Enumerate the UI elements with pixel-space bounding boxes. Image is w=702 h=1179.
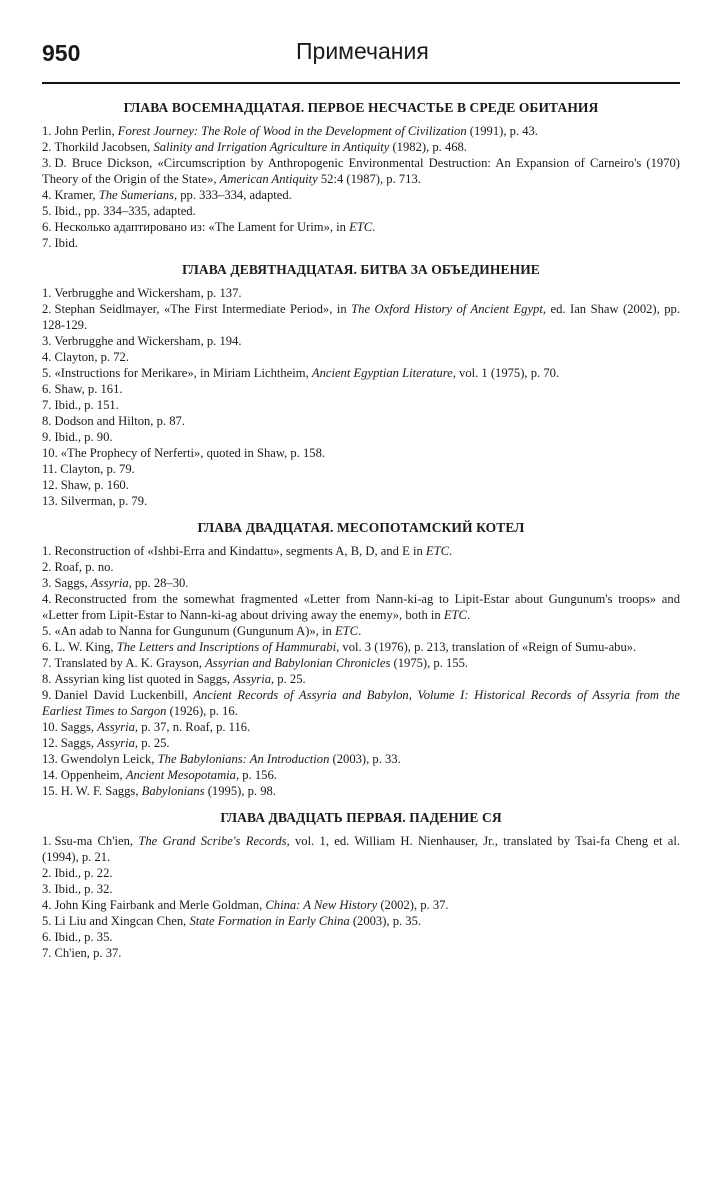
note-item	[42, 897, 680, 913]
note-number: 2.	[42, 560, 52, 574]
note-text: , vol. 1 (1975), p. 70.	[452, 366, 560, 380]
note-work-title: Assyria	[97, 736, 135, 750]
note-work-title: Ancient Records of Assyria and Babylon, Volume I: Historical Records of Assyria from the Earliest Times to Sargon	[42, 688, 680, 718]
note-text: (1991), p. 43.	[466, 124, 538, 138]
running-title: Примечания	[296, 38, 429, 64]
note-item	[42, 139, 680, 155]
note-work-title: ETC	[334, 624, 359, 638]
chapter-section	[42, 100, 680, 251]
note-work-title: State Formation in Early China	[189, 914, 350, 928]
note-item	[42, 429, 680, 445]
note-text: (1975), p. 155.	[390, 656, 469, 670]
note-number: 1.	[42, 834, 52, 848]
note-text: Li Liu and Xingcan Chen,	[54, 914, 190, 928]
note-text: Gwendolyn Leick,	[60, 752, 158, 766]
note-number: 2.	[42, 302, 52, 316]
note-item	[42, 543, 680, 559]
note-text: Ibid.	[54, 236, 78, 250]
note-number: 3.	[42, 576, 52, 590]
note-number: 5.	[42, 204, 52, 218]
note-work-title: The Letters and Inscriptions of Hammurabi	[116, 640, 337, 654]
note-number: 5.	[42, 914, 52, 928]
note-text: .	[372, 220, 376, 234]
note-number: 6.	[42, 220, 52, 234]
note-text: D. Bruce Dickson, «Circumscription by Anthropogenic Environmental Destruction: An Expansion of Carneiro's (1970) Theory of the Origin of the State»,	[42, 156, 680, 186]
chapter-title: ГЛАВА ДВАДЦАТАЯ. МЕСОПОТАМСКИЙ КОТЕЛ	[197, 520, 525, 535]
note-text: Ibid., pp. 334–335, adapted.	[54, 204, 196, 218]
chapter-title: ГЛАВА ДЕВЯТНАДЦАТАЯ. БИТВА ЗА ОБЪЕДИНЕНИЕ	[182, 262, 540, 277]
note-item	[42, 397, 680, 413]
notes-list	[42, 285, 680, 509]
note-number: 3.	[42, 882, 52, 896]
page-number: 950	[42, 40, 81, 66]
note-text: Daniel David Luckenbill,	[54, 688, 194, 702]
note-number: 7.	[42, 236, 52, 250]
note-text: .	[358, 624, 362, 638]
note-text: , pp. 28–30.	[128, 576, 189, 590]
note-item	[42, 639, 680, 655]
note-text: Ssu-ma Ch'ien,	[54, 834, 139, 848]
note-work-title: ETC	[425, 544, 450, 558]
note-item	[42, 155, 680, 187]
note-number: 12.	[42, 478, 58, 492]
note-text: Ibid., p. 35.	[54, 930, 113, 944]
note-work-title: Assyria	[97, 720, 135, 734]
note-text: Reconstructed from the somewhat fragmented «Letter from Nann-ki-ag to Lipit-Estar about Gungunum's troops» and «Letter from Lipit-Estar to Nann-ki-ag about driving away the enemy», both in	[42, 592, 680, 622]
note-text: Saggs,	[60, 736, 98, 750]
note-text: L. W. King,	[54, 640, 117, 654]
note-item	[42, 655, 680, 671]
note-work-title: Forest Journey: The Role of Wood in the Development of Civilization	[117, 124, 467, 138]
chapter-section	[42, 810, 680, 961]
note-work-title: The Oxford History of Ancient Egypt	[351, 302, 543, 316]
note-text: Verbrugghe and Wickersham, p. 194.	[54, 334, 242, 348]
notes-list	[42, 543, 680, 799]
note-item	[42, 687, 680, 719]
note-number: 9.	[42, 688, 52, 702]
note-item	[42, 203, 680, 219]
note-text: , pp. 333–334, adapted.	[173, 188, 292, 202]
note-text: John Perlin,	[54, 124, 118, 138]
note-text: (2003), p. 33.	[329, 752, 401, 766]
note-item	[42, 365, 680, 381]
note-item	[42, 913, 680, 929]
note-text: «Instructions for Merikare», in Miriam Lichtheim,	[54, 366, 312, 380]
note-text: Ch'ien, p. 37.	[54, 946, 122, 960]
note-item	[42, 623, 680, 639]
note-item	[42, 493, 680, 509]
note-text: Reconstruction of «Ishbi-Erra and Kindattu», segments A, B, D, and E in	[54, 544, 426, 558]
note-text: Ibid., p. 32.	[54, 882, 113, 896]
note-text: (1926), p. 16.	[166, 704, 238, 718]
note-item	[42, 285, 680, 301]
note-number: 5.	[42, 624, 52, 638]
note-text: , p. 37, n. Roaf, p. 116.	[134, 720, 251, 734]
note-item	[42, 881, 680, 897]
note-number: 4.	[42, 350, 52, 364]
note-item	[42, 865, 680, 881]
note-text: Kramer,	[54, 188, 99, 202]
note-item	[42, 591, 680, 623]
notes-content	[42, 100, 680, 972]
note-text: , p. 156.	[235, 768, 277, 782]
chapter-title: ГЛАВА ВОСЕМНАДЦАТАЯ. ПЕРВОЕ НЕСЧАСТЬЕ В СРЕДЕ ОБИТАНИЯ	[123, 100, 599, 115]
note-item	[42, 477, 680, 493]
note-item	[42, 929, 680, 945]
note-work-title: ETC	[349, 220, 373, 234]
note-item	[42, 735, 680, 751]
note-number: 2.	[42, 140, 52, 154]
note-work-title: Ancient Egyptian Literature	[311, 366, 453, 380]
note-number: 13.	[42, 494, 58, 508]
chapter-section	[42, 262, 680, 509]
note-text: Assyrian king list quoted in Saggs,	[54, 672, 234, 686]
note-text: Translated by A. K. Grayson,	[54, 656, 206, 670]
note-text: Ibid., p. 90.	[54, 430, 113, 444]
note-number: 4.	[42, 592, 52, 606]
note-text: Stephan Seidlmayer, «The First Intermediate Period», in	[54, 302, 352, 316]
note-number: 1.	[42, 544, 52, 558]
chapter-section	[42, 520, 680, 799]
note-number: 14.	[42, 768, 58, 782]
note-text: (1982), p. 468.	[389, 140, 467, 154]
note-text: John King Fairbank and Merle Goldman,	[54, 898, 266, 912]
note-item	[42, 559, 680, 575]
note-number: 5.	[42, 366, 52, 380]
note-number: 1.	[42, 124, 52, 138]
note-item	[42, 187, 680, 203]
note-item	[42, 671, 680, 687]
note-number: 6.	[42, 930, 52, 944]
note-text: Clayton, p. 79.	[60, 462, 135, 476]
note-number: 13.	[42, 752, 58, 766]
note-number: 7.	[42, 656, 52, 670]
note-item	[42, 445, 680, 461]
note-work-title: Assyria	[90, 576, 129, 590]
note-number: 4.	[42, 898, 52, 912]
note-text: «An adab to Nanna for Gungunum (Gungunum A)», in	[54, 624, 335, 638]
note-item	[42, 381, 680, 397]
chapter-title: ГЛАВА ДВАДЦАТЬ ПЕРВАЯ. ПАДЕНИЕ СЯ	[220, 810, 502, 825]
note-number: 6.	[42, 640, 52, 654]
note-item	[42, 783, 680, 799]
note-work-title: Assyrian and Babylonian Chronicles	[205, 656, 391, 670]
note-item	[42, 349, 680, 365]
note-text: (1995), p. 98.	[204, 784, 276, 798]
note-number: 2.	[42, 866, 52, 880]
note-text: , vol. 1, ed. William H. Nienhauser, Jr., translated by Tsai-fa Cheng et al. (1994), p. 21.	[42, 834, 681, 864]
note-text: Roaf, p. no.	[54, 560, 114, 574]
note-item	[42, 235, 680, 251]
note-number: 10.	[42, 446, 58, 460]
note-item	[42, 461, 680, 477]
note-work-title: The Sumerians	[98, 188, 174, 202]
note-work-title: The Grand Scribe's Records	[138, 834, 287, 848]
note-item	[42, 219, 680, 235]
note-work-title: China: A New History	[265, 898, 378, 912]
note-text: Oppenheim,	[60, 768, 126, 782]
note-text: , p. 25.	[271, 672, 306, 686]
note-work-title: Salinity and Irrigation Agriculture in Antiquity	[153, 140, 390, 154]
note-text: 52:4 (1987), p. 713.	[317, 172, 421, 186]
notes-list	[42, 123, 680, 251]
note-text: Clayton, p. 72.	[54, 350, 129, 364]
note-item	[42, 333, 680, 349]
note-number: 12.	[42, 736, 58, 750]
note-item	[42, 301, 680, 333]
note-number: 9.	[42, 430, 52, 444]
note-text: Saggs,	[60, 720, 98, 734]
notes-list	[42, 833, 680, 961]
note-item	[42, 575, 680, 591]
note-text: Silverman, p. 79.	[60, 494, 148, 508]
note-number: 4.	[42, 188, 52, 202]
note-item	[42, 945, 680, 961]
note-text: Ibid., p. 151.	[54, 398, 119, 412]
note-text: Shaw, p. 160.	[60, 478, 129, 492]
note-work-title: Babylonians	[141, 784, 205, 798]
note-text: , vol. 3 (1976), p. 213, translation of «Reign of Sumu-abu».	[336, 640, 637, 654]
note-number: 7.	[42, 946, 52, 960]
note-text: Thorkild Jacobsen,	[54, 140, 154, 154]
note-text: , p. 25.	[134, 736, 170, 750]
note-item	[42, 719, 680, 735]
note-item	[42, 413, 680, 429]
note-item	[42, 123, 680, 139]
page-header	[42, 38, 680, 84]
note-number: 8.	[42, 672, 52, 686]
note-text: (2003), p. 35.	[349, 914, 422, 928]
note-work-title: ETC	[443, 608, 467, 622]
note-text: Dodson and Hilton, p. 87.	[54, 414, 185, 428]
note-number: 3.	[42, 334, 52, 348]
note-text: Ibid., p. 22.	[54, 866, 113, 880]
note-text: «The Prophecy of Nerferti», quoted in Shaw, p. 158.	[60, 446, 326, 460]
note-number: 11.	[42, 462, 58, 476]
note-work-title: The Babylonians: An Introduction	[157, 752, 330, 766]
note-item	[42, 833, 680, 865]
note-work-title: Ancient Mesopotamia	[125, 768, 236, 782]
note-work-title: Assyria	[233, 672, 271, 686]
note-number: 3.	[42, 156, 52, 170]
note-number: 10.	[42, 720, 58, 734]
note-text: Verbrugghe and Wickersham, p. 137.	[54, 286, 242, 300]
note-work-title: American Antiquity	[219, 172, 318, 186]
note-text: Saggs,	[54, 576, 91, 590]
note-number: 8.	[42, 414, 52, 428]
note-text: .	[466, 608, 471, 622]
note-number: 7.	[42, 398, 52, 412]
note-number: 1.	[42, 286, 52, 300]
note-text: (2002), p. 37.	[377, 898, 449, 912]
note-text: Несколько адаптировано из: «The Lament for Urim», in	[54, 220, 350, 234]
note-text: H. W. F. Saggs,	[60, 784, 142, 798]
note-text: , ed. Ian Shaw (2002), pp. 128-129.	[42, 302, 680, 332]
note-number: 6.	[42, 382, 52, 396]
note-number: 15.	[42, 784, 58, 798]
note-item	[42, 767, 680, 783]
note-text: Shaw, p. 161.	[54, 382, 123, 396]
note-item	[42, 751, 680, 767]
note-text: .	[449, 544, 453, 558]
